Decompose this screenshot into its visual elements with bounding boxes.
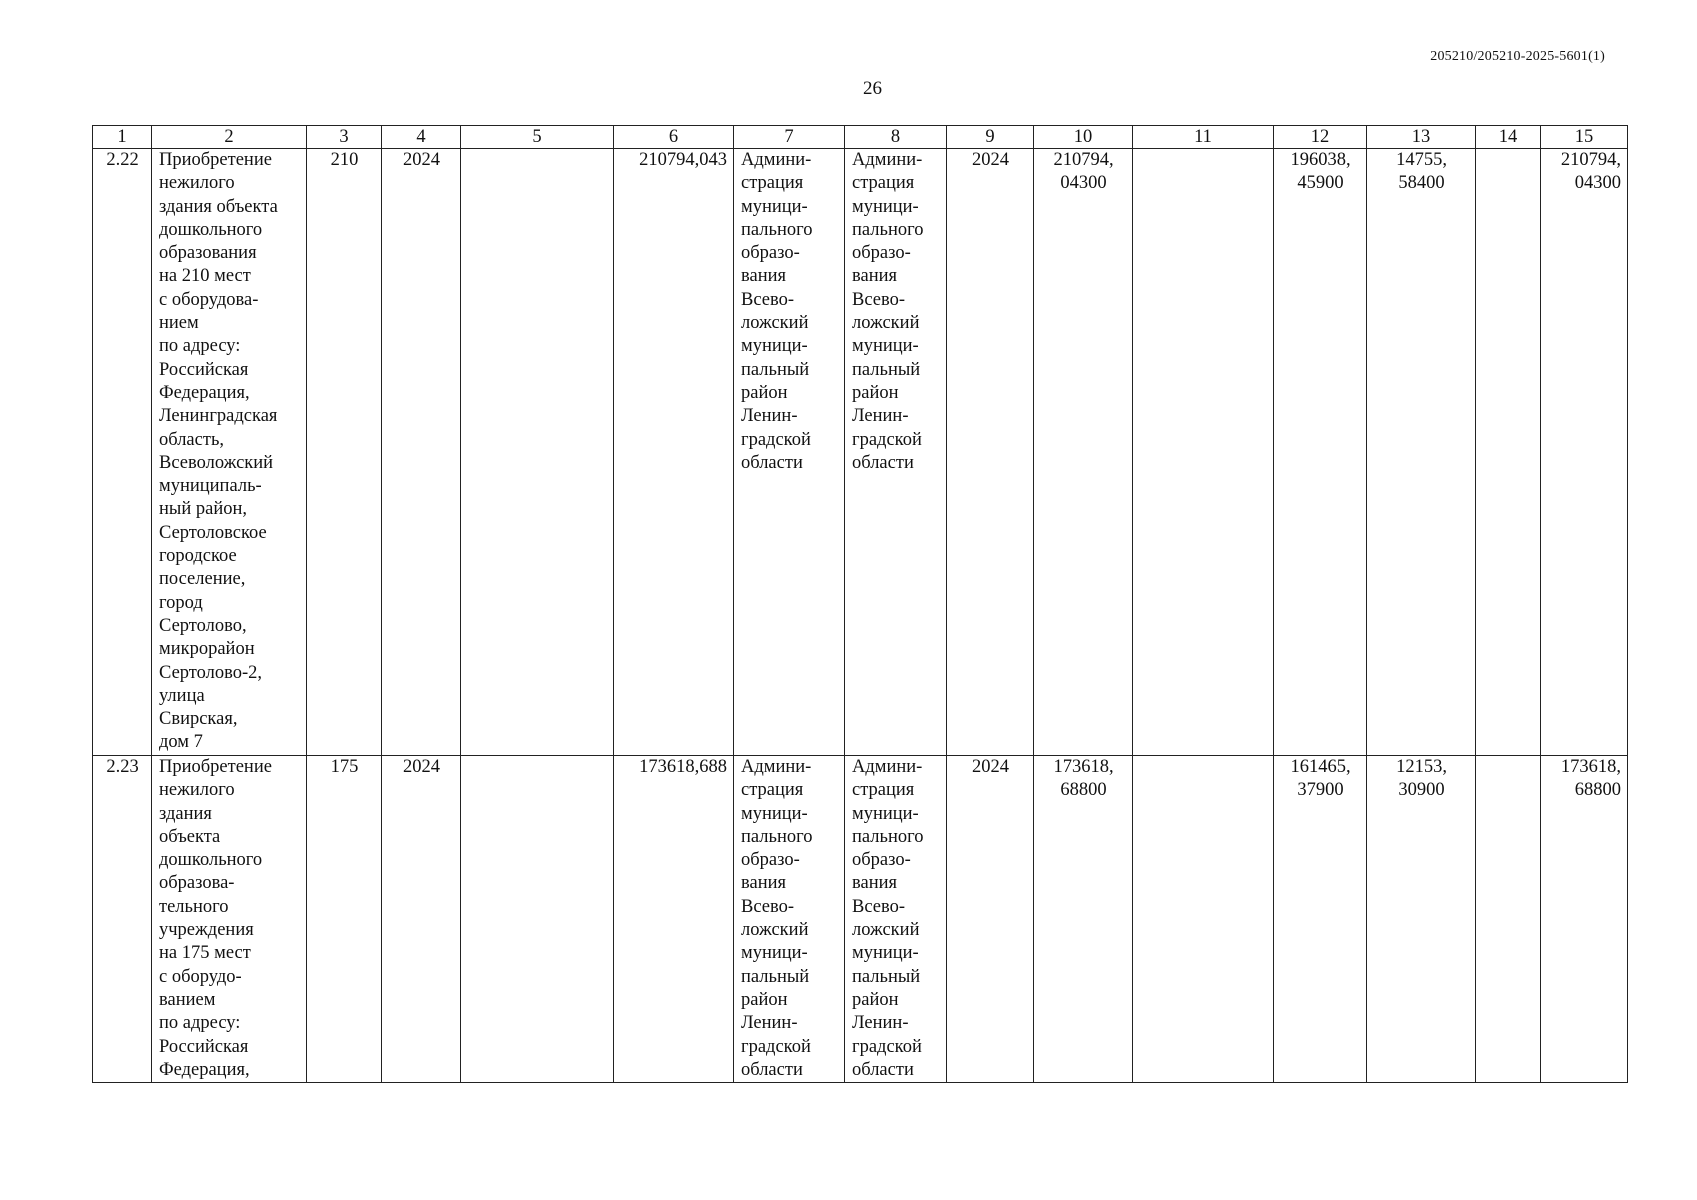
cell-customer: Админи- страция муници- пального образо- вания Всево- ложский муници- пальный район Ленин- градской области [734, 756, 845, 1083]
column-header: 2 [152, 126, 307, 149]
cell-amount-local: 12153, 30900 [1367, 756, 1476, 1083]
column-header: 4 [382, 126, 461, 149]
cell-amount-total: 173618, 68800 [1034, 756, 1133, 1083]
data-table [92, 125, 1628, 1083]
cell-year: 2024 [382, 149, 461, 756]
cell-year: 2024 [382, 756, 461, 1083]
cell-amount-sum: 173618, 68800 [1541, 756, 1628, 1083]
cell-amount-regional: 161465, 37900 [1274, 756, 1367, 1083]
column-header: 14 [1476, 126, 1541, 149]
column-header: 13 [1367, 126, 1476, 149]
cell-col5 [461, 756, 614, 1083]
cell-amount-local: 14755, 58400 [1367, 149, 1476, 756]
document-id: 205210/205210-2025-5601(1) [1430, 49, 1605, 64]
cell-item-number: 2.22 [93, 149, 152, 756]
cell-year-2: 2024 [947, 756, 1034, 1083]
cell-object-description: Приобретение нежилого здания объекта дошкольного образования на 210 мест с оборудова- нием по адресу: Российская Федерация, Ленинградская область, Всеволожский муниципаль- ный район, Сертоловское городское поселение, город Сертолово, микрорайон Сертолово-2, улица Свирская, дом 7 [152, 149, 307, 756]
cell-col14 [1476, 756, 1541, 1083]
column-header: 6 [614, 126, 734, 149]
cell-col11 [1133, 756, 1274, 1083]
cell-amount-sum: 210794, 04300 [1541, 149, 1628, 756]
cell-total-cost: 210794,043 [614, 149, 734, 756]
table-row [93, 756, 1628, 1083]
cell-col11 [1133, 149, 1274, 756]
cell-customer: Админи- страция муници- пального образо- вания Всево- ложский муници- пальный район Ленин- градской области [734, 149, 845, 756]
column-header: 3 [307, 126, 382, 149]
column-header: 11 [1133, 126, 1274, 149]
cell-col5 [461, 149, 614, 756]
table-row [93, 149, 1628, 756]
cell-col14 [1476, 149, 1541, 756]
column-header: 15 [1541, 126, 1628, 149]
column-header: 7 [734, 126, 845, 149]
column-header: 9 [947, 126, 1034, 149]
column-header: 8 [845, 126, 947, 149]
column-header: 12 [1274, 126, 1367, 149]
cell-recipient: Админи- страция муници- пального образо- вания Всево- ложский муници- пальный район Ленин- градской области [845, 149, 947, 756]
cell-amount-total: 210794, 04300 [1034, 149, 1133, 756]
page-number: 26 [863, 78, 882, 99]
column-header: 5 [461, 126, 614, 149]
cell-capacity: 210 [307, 149, 382, 756]
cell-object-description: Приобретение нежилого здания объекта дошкольного образова- тельного учреждения на 175 мест с оборудо- ванием по адресу: Российская Федерация, [152, 756, 307, 1083]
cell-amount-regional: 196038, 45900 [1274, 149, 1367, 756]
cell-year-2: 2024 [947, 149, 1034, 756]
cell-total-cost: 173618,688 [614, 756, 734, 1083]
cell-item-number: 2.23 [93, 756, 152, 1083]
column-header: 10 [1034, 126, 1133, 149]
cell-capacity: 175 [307, 756, 382, 1083]
column-number-row [93, 126, 1628, 149]
cell-recipient: Админи- страция муници- пального образо- вания Всево- ложский муници- пальный район Ленин- градской области [845, 756, 947, 1083]
column-header: 1 [93, 126, 152, 149]
